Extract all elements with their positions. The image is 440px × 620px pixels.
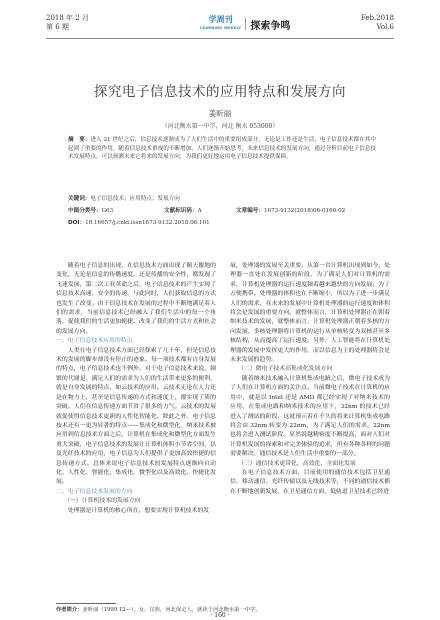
doi-value: 10.16657/j.cnki.issn1673-9132.2018.06.101	[85, 220, 210, 226]
article-affiliation: （河北衡水第一中学，河北 衡水 053000）	[161, 123, 279, 130]
article-title: 探究电子信息技术的应用特点和发展方向	[94, 84, 346, 100]
paragraph: 随着纳米技术融入计算机集成电路之后，微电子技术成为了人们在计算机方面的关注点。当前微电子技术在计算机的应用中，就是以 Intel 还是 AMD 都已经实现了对纳米技术的应用，在集成电路和纳米技术的应用下，32nm 的技术已经进入了测试的阶段，这就预示着在不久的将来计算机集成电路将会由 32nm 转变为 22nm，为了满足人们的需求，22nm 也将会进入测试阶段。显然说越精密度不断提高，面对人们对计算机发展的探索和对完美体验的追求，但有各种各样的问题需要解决。通信技术是人们生活中重要的一部分。	[230, 375, 390, 458]
footnote-rule	[56, 603, 116, 604]
header-left	[46, 14, 89, 32]
header-issue-cn: 第 6 期	[46, 23, 69, 31]
header-issue-en: Vol.6	[376, 23, 394, 31]
footnote-text: 姜昕丽（1999.12—），女，汉族，河北保定人，就读于河北衡水第一中学。	[82, 607, 261, 613]
clc-value: G63	[101, 208, 114, 214]
abstract-label: 摘 要：	[68, 137, 91, 143]
paragraph: 人类在电子信息技术方面已经探索了几十年，但是信息技术的发展的脚步却没有停止的迹象。每一项技术都有自身发展的特点，电子信息技术也不例外。对于电子信息技术来说，频繁的代谢是，满足人们的需求为人们的生活带来更多的便利，就是自身发展的特点，如云技术的应用。云技术无论在人力还是在物力上，甚至是信息传递的方式和速度上，都实现了质的突破。人们在信息传递方面节省了很多的力气。云技术的发展就促使得信息技术更新的人性化智能化。除此之外，电子信息技术还有一更为显著的特点——集成化和微型化。纳米技术被应用到信息技术方面之后，计算机在集成化和微型化方面发生重大突破，电子信息技术的发展让计算机体积小节省空间，以及光纤技术的应用，电子信息为人们提供了更加高效快捷的信息传递方式。总体来说电子信息技术的发展特点逐渐向自动化、人性化、智能化、集成化、微型化以及高效化、快捷化发展。	[56, 347, 216, 486]
article-author: 姜昕丽	[208, 109, 232, 118]
paragraph: 展，处理器的发展至关重要。从第一台计算机出现到如今，处理器一直处在发展创新的阶段，为了满足人们对计算机的需求，计算机处理器的运行速度频着越来越快的方向发展，为了方便携带，处理器的体积也在不断缩小，所以为了进一步满足人们的需求，在未来的发展中计算机处理器的运行速度和体积将会是发展的重要方向。就整体而言，计算机处理器正在朝着纳米技术的发展，就整体而言，计算机处理器正朝着多核的方向发展，多核处理器将计算机的运行从单核转变为双核甚至多核结构，从而提高了运行速度。另外，人工智能将在计算机处理器的发展中发挥更大的作用，而以信息为主的处理器将会是未来发展的趋势。	[230, 263, 390, 364]
right-column	[230, 262, 390, 497]
header-center	[200, 16, 290, 32]
doc-code-value: A	[197, 208, 202, 214]
doc-code-label: 文献标识码：	[164, 208, 198, 214]
header-right	[361, 14, 394, 32]
keywords-label: 关键词：	[68, 196, 91, 202]
journal-logo	[200, 16, 241, 32]
issn-value: 1673-9132(2018)06-0160-02	[263, 208, 346, 214]
page-header	[0, 14, 440, 40]
doi-line	[68, 220, 376, 227]
subsection-heading: （一）计算机技术的发展方向	[64, 498, 141, 505]
left-column	[56, 262, 216, 516]
issn-label: 文章编号：	[236, 208, 264, 214]
subsection-heading: （三）通信技术更带化，高效化，全面化发展	[238, 460, 356, 467]
header-rule	[46, 38, 394, 39]
paragraph: 在电子信息技术方面，目前使用的通信技术包括卫星通信、移动通信、光纤传输以及无线技术等，不同的通信技术都在不断地创新发展，在卫星通信方面，低轨道卫星技术已经进	[230, 469, 390, 495]
header-date-en: Feb.2018	[360, 14, 394, 22]
footnote-label: 作者简介：	[56, 607, 83, 613]
paragraph: 随着电子信息的出现，在信息技术方面出现了颠天覆地的变化，无论是信息的传播速度，还是传播的安全性，都发现了飞速发展，第二次工业革命之后，电子信息技术的产生实现了信息技术高速、安全的传递，与此同时，人们获取信息的方式也发生了改变。由于信息技术在发展的过程中不断地满足着人们的需求，当前信息技术已经融入了我们生活中的每一个角落，促使我们的生活更加便捷，改变了我们的生活方式和社会的发展方向。	[56, 263, 216, 335]
abstract	[68, 136, 376, 162]
section-name: 探索争鸣	[250, 20, 291, 32]
page-number: · 160 ·	[210, 612, 230, 619]
section-heading: 二、电子信息技术发展的方向	[56, 488, 133, 495]
clc-label: 中图分类号：	[68, 208, 102, 214]
classification-line	[68, 208, 376, 215]
journal-brand-sub: LEARNING WEEKLY	[200, 26, 242, 30]
journal-brand: 学周刊	[208, 15, 233, 24]
subsection-heading: （二）微电子技术高集成化发展方向	[238, 366, 333, 373]
header-date-cn: 2018 年 2 月	[46, 14, 89, 22]
paragraph: 处理器是计算机的核心所在，想要实现计算机技术的发	[67, 507, 210, 514]
keywords-line	[68, 196, 376, 203]
abstract-text: 进入 21 世纪之后，信息技术逐渐成为了人们生活中的重要组成部分，无论是工作还是生活，电子信息技术都在其中起到了重要的作用。随着信息技术重视的不断增加，人们逐渐开始思考，未来信息技术的发展方向，通过分析目前电子信息技术发展特点，可以预测未来它将来的发展方向，为我们更好地运用电子信息技术提供保障。	[68, 137, 376, 161]
section-heading: 一、电子信息技术应用的特点	[56, 338, 133, 345]
doi-label: DOI：	[68, 220, 86, 226]
header-separator	[245, 18, 246, 30]
keywords-value: 电子信息技术；应用特点；发展方向	[90, 196, 180, 202]
